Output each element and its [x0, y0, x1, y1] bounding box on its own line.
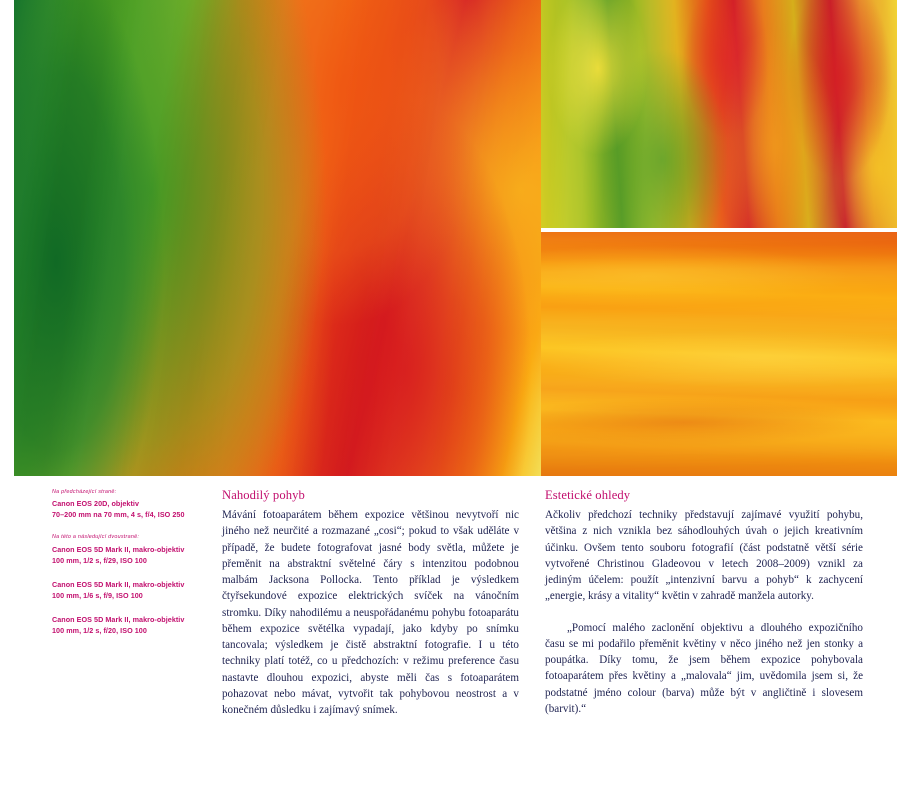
photo-abstract-motion-blur-yellow-red: [541, 0, 897, 228]
text-content-area: [0, 476, 897, 800]
article-column-right: [545, 488, 863, 717]
caption-line: 100 mm, 1/2 s, f/29, ISO 100: [52, 555, 147, 565]
caption-intro: Na této a následující dvoustraně:: [52, 534, 140, 541]
caption-block: [52, 579, 202, 601]
section-heading-nahodily-pohyb: Nahodilý pohyb: [222, 488, 305, 502]
caption-line: Canon EOS 5D Mark II, makro-objektiv: [52, 615, 185, 625]
caption-line: 100 mm, 1/2 s, f/20, ISO 100: [52, 626, 147, 636]
caption-line: Canon EOS 5D Mark II, makro-objektiv: [52, 544, 185, 554]
caption-block: [52, 533, 202, 565]
caption-intro: Na předcházející straně:: [52, 489, 117, 495]
body-paragraph-quote: „Pomocí malého zaclonění objektivu a dlouhého expozičního času se mi podařilo přeměnit květiny v něco jiného než jen stonky a poupátka. Díky tomu, že jsem během expozice pohybovala fotoaparátem přes květiny a „malovala“ jim, uvědomila jsem si, že podstatné jméno colour (barva) může být v angličtině i slovesem (barvit).“: [545, 621, 863, 715]
caption-line: Canon EOS 5D Mark II, makro-objektiv: [52, 579, 185, 589]
photo-abstract-motion-blur-green-orange: [14, 0, 541, 476]
caption-line: Canon EOS 20D, objektiv: [52, 499, 140, 509]
body-paragraph: Ačkoliv předchozí techniky představují zajímavé využití pohybu, většina z nich vznikla bez sáhodlouhých úvah o jejich kreativním účinku. Ovšem tento souboru fotografií (část podstatně větší série vytvořené Christinou Gladeovou v letech 2008–2009) vznikl za jediným účelem: použít „intenzivní barvu a pohyb“ k zachycení „energie, krásy a vitality“ květin v zahradě manžela autorky.: [545, 509, 863, 603]
caption-line: 100 mm, 1/6 s, f/9, ISO 100: [52, 591, 143, 600]
body-paragraph: Mávání fotoaparátem během expozice většinou nevytvoří nic jiného než neurčité a rozmazané „cosi“; pokud to však uděláte v případě, že budete fotografovat jasné body světla, můžete je přeměnit na abstraktní světelné čáry s intenzitou podobnou malbám Jacksona Pollocka. Tento příklad je výsledkem čtyřsekundové expozice elektrických svíček na vánočním stromku. Díky nahodilému a neuspořádanému pohybu fotoaparátu během expozice světélka vypadají, jako kdyby po snímku tancovala; výsledkem je čistě abstraktní fotografie. I u této techniky platí totéž, co u předchozích: v režimu preference času nastavte dlouhou expozici, abyste měli čas s fotoaparátem pohazovat nebo mávat, vytvořit tak pohybovou neostrost a v konečném důsledku i zajímavý snímek.: [222, 509, 519, 716]
photo-captions-column: [52, 488, 202, 649]
section-heading-esteticke-ohledy: Estetické ohledy: [545, 488, 631, 502]
photo-abstract-motion-blur-orange-bands: [541, 232, 897, 476]
caption-block: [52, 614, 202, 636]
article-column-middle: [222, 488, 519, 718]
caption-block: [52, 488, 202, 520]
caption-line: 70–200 mm na 70 mm, 4 s, f/4, ISO 250: [52, 510, 185, 520]
